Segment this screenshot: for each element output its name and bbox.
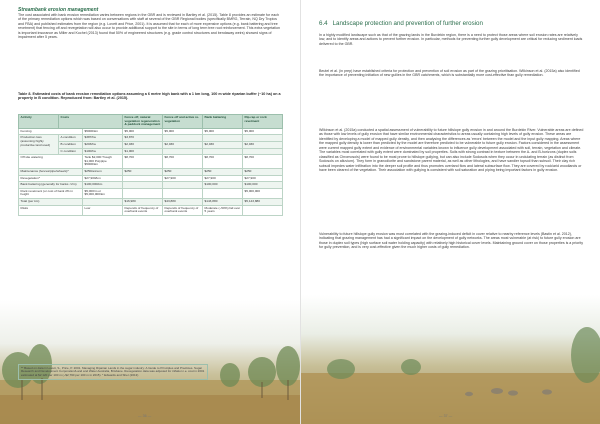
header-rock-revetment: Rip-rap or rock revetment <box>243 115 283 129</box>
table-row-total: Total (per km) $16,980 $43,880 $143,880 $5,143,880 <box>19 198 283 205</box>
header-activity: Activity <box>19 115 59 129</box>
table-row: Bank battering (generally for banks <2m) $100,000/km $100,000 $100,000 <box>19 182 283 189</box>
section-heading <box>319 20 483 27</box>
table-row: Rock revetment (or cost of bank 2% in height $5,000/m or $5,000,000/km $5,000,000 <box>19 188 283 198</box>
grassland-image <box>301 295 600 424</box>
table-row-risks: Risks Low Depends of frequency of overbank events Depends of frequency of overbank events Moderate (~50%) fail over 5 years <box>19 205 283 215</box>
table-row: Fencing $5000/km $5,000 $5,000 $5,000 $5,000 <box>19 128 283 135</box>
savanna-photo <box>0 300 300 424</box>
table-header-row <box>19 115 283 129</box>
header-costs: Costs <box>59 115 123 129</box>
body-paragraph: Wilkinson et al. (2015a) conducted a spatial assessment of vulnerability to future hillslope gully erosion in and around the Burdekin River. Vulnerable areas are defined as those with low levels of gully erosion that have similar environmental characteristics to areas usually containing high levels of gully erosion. These areas are identified by developing a model of mapped gully density, and then analysing the differences as 'errors' between the model and the input gully mapping. Areas where the mapped gully density is lower than predicted by the model are therefore predicted to be vulnerable to future gully erosion. Factors considered in the assessment were current mapped gully extent and evidence of environmental variables known to influence gully development associated with soil, terrain, vegetation and climate. The variables most correlated with gully extent were dominated by soil properties. Soils with strong contrast in texture between the A- and B-horizons (duplex soils classified as Chromosols) were found to be most prone to hillslope gullying, but can also include Sodosols when they occur in undulating terrain (as distinct from Sodosols on alluvium). They form in granodiorite and sandstone parent material, as well as other lithologies, and have sandier topsoil than subsoil. Their clay rich subsoil impedes water infiltration into the deeper soil profile and thus promotes overland flow and lateral subsurface flow. They are covered by rock/arid woodlands or have been cleared of the vegetation. Their association with gullying is consistent with soil saturation and piping being important factors in gully erosion. <box>319 128 584 173</box>
body-paragraph: Beutel et al. (in prep) have established criteria for protection and prevention of soil erosion as part of the grazing prioritisation. Wilkinson et al. (2015a) also identified the importance of preventing initiation of new gullies in the GBR catchments, which is substantially more cost-effective than gully remediation. <box>319 69 580 78</box>
section-heading-text: Landscape protection and prevention of further erosion <box>332 20 483 27</box>
section-heading-number: 6.4 <box>319 20 328 27</box>
cost-table <box>18 114 283 216</box>
section-title: Streambank erosion management <box>18 7 99 13</box>
table-row: B condition $203/ha $2,030 $2,030 $2,030 $2,030 <box>19 141 283 148</box>
header-fence-natural: Fence off, natural vegetation regeneration & paddock management <box>123 115 163 129</box>
table-caption: Table 8. Estimated costs of bank erosion remediation options assuming a 6 metre high bank with a 1 km long, 100 m wide riparian buffer (~10 ha) on a property in B condition. Reproduced from: Bartley et al. (2015). <box>18 92 281 101</box>
table-row: Production loss (assuming highly productive land used) A condition $387/ha $3,870 <box>19 135 283 142</box>
body-paragraph: Vulnerability to future hillslope gully erosion was most correlated with the grazing-induced deficit in cover relative to nearby reference levels (Bastin et al. 2012), indicating that grazing management has had a significant impact on the development of gully networks. The areas most vulnerable (at risk) to future gully erosion are those in duplex soil types (high surface soil water holding capacity) with relatively high historical cover levels. Maintaining ground cover on those properties is a priority for gully prevention, and is very cost-effective given the much higher costs of gully remediation. <box>319 232 584 250</box>
table-row: Maintenance (fences/pipe/wheels)* $250/annum $250 $250 $250 $250 <box>19 168 283 175</box>
header-fence-active: Fence off and active re-vegetation <box>163 115 203 129</box>
savanna-landscape-image <box>0 300 300 424</box>
grassland-photo <box>301 295 600 424</box>
table-footnote: ** Based on data in Lovett, S., Price, P. 2001. Managing Riparian Lands in the sugar industry: A Guide to Principles and Practices. Sugar Research and Development Corporation/Land and Water Australia, Brisbane. Revegetation data was adjusted for inflation i.e. cost in 2001 estimated at $2 120 per 100 m (~$2,790 per 100 m in 2015). * Edwards and Sher (2013) <box>18 364 208 380</box>
page-number-left: — 36 — <box>138 414 152 418</box>
body-paragraph: In a highly modified landscape such as that of the grazing lands in the Burdekin region, there is a need to protect those areas where soil erosion rates are relatively low, and to identify areas and actions to prevent further erosion. In particular, methods for preventing further gully development are critical for reducing sediment loads delivered to the GBR. <box>319 33 583 46</box>
table-row: C condition $100/ha $1,000 <box>19 148 283 155</box>
intro-paragraph: The cost associated with bank erosion remediation varies between regions in the GBR and is reviewed in Bartley et al. (2015). Table 8 provides an estimate for each of the primary remediation options which was based on conversations with staff at several of the GBR Regional bodies (specifically BMRG, Terrain, NQ Dry Tropics and FBA) and published estimates from the region (e.g. Lovett and Price, 2001). It is assumed that for each of more expensive options (e.g. bank battering and tree revetment) that fencing off and revegetation will also occur to provide additional support to the site in terms of long term tree root reinforcement. This extra vegetation is important insurance as Miller and Kochel (2013) found that 50% of engineered structures (e.g. grade control structures and bendaway weirs) showed signs of impairment after 5 years. <box>18 13 280 40</box>
right-page <box>300 0 600 424</box>
table-row: Off site watering Tank $2,000 Trough $1,000 Polypipe $5000/km $8,700 $8,700 $8,700 $8,700 <box>19 155 283 169</box>
header-bank-battering: Bank battering <box>203 115 243 129</box>
page-number-right: — 37 — <box>439 414 453 418</box>
table-row: Revegetation* $27,900/km $27,900 $27,900 $27,900 <box>19 175 283 182</box>
